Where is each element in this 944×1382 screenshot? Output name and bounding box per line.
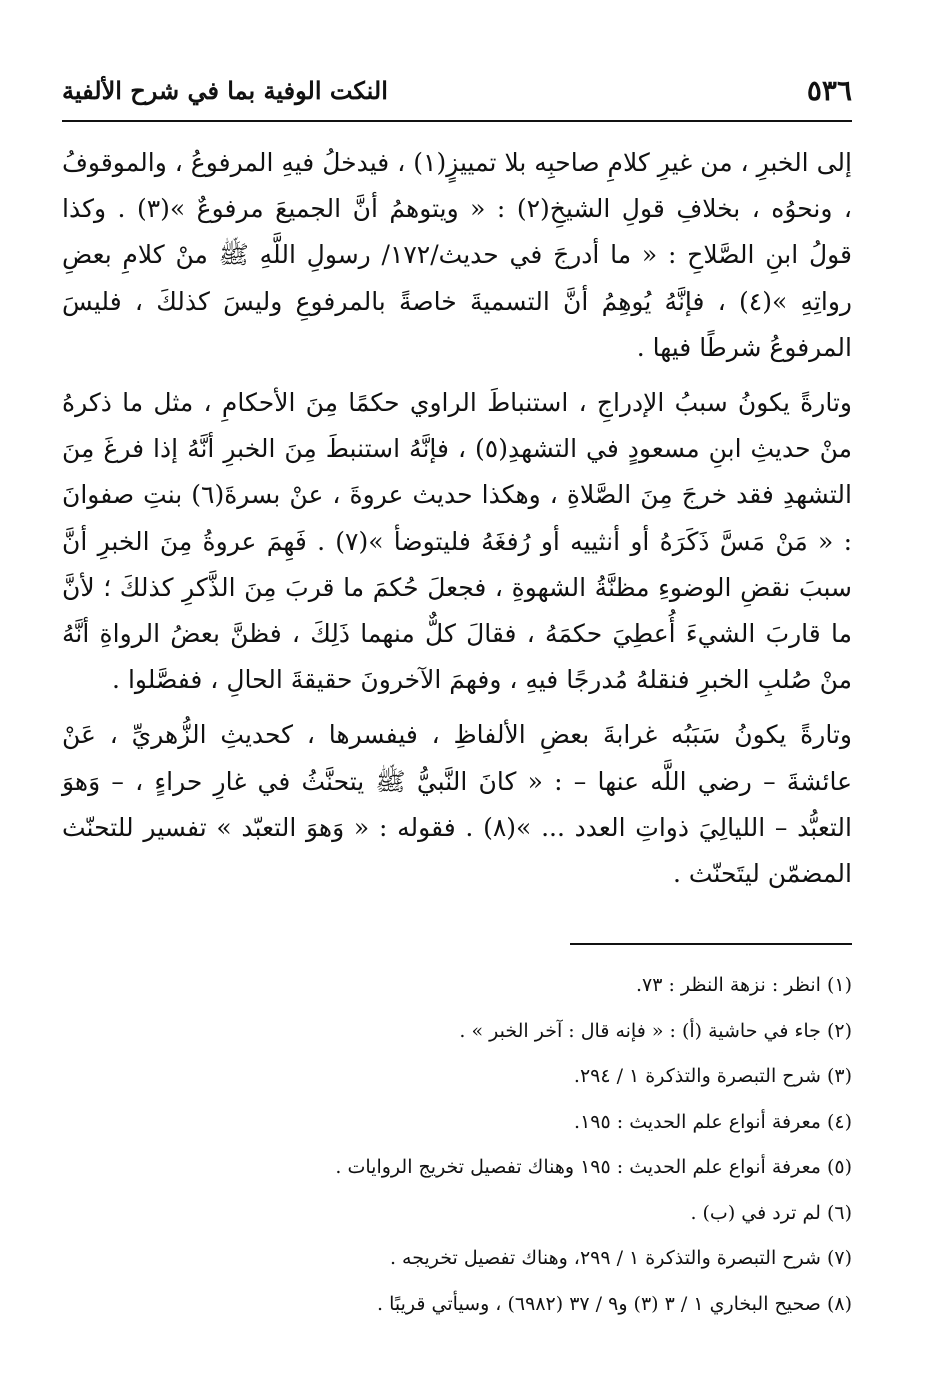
- footnote: [62, 1191, 852, 1237]
- footnote: [62, 1236, 852, 1282]
- footnote: [62, 1009, 852, 1055]
- footnote: [62, 1282, 852, 1328]
- footnote: [62, 1145, 852, 1191]
- footnote-number: (٣): [826, 1065, 852, 1087]
- footnote-text: معرفة أنواع علم الحديث : ١٩٥.: [574, 1110, 821, 1133]
- footnote: [62, 1054, 852, 1100]
- paragraph: وتارةً يكونُ سببُ الإدراجِ ، استنباطَ الراوي حكمًا مِنَ الأحكامِ ، مثل ما ذكرهُ منْ حديثِ ابنِ مسعودٍ في التشهدِ(٥) ، فإنَّهُ استنبطَ مِنَ الخبرِ أنَّهُ إذا فرغَ مِنَ التشهدِ فقد خرجَ مِنَ الصَّلاةِ ، وهكذا حديث عروةَ ، عنْ بسرةَ(٦) بنتِ صفوانَ : « مَنْ مَسَّ ذَكَرَهُ أو أنثييه أو رُفغَهُ فليتوضأ »(٧) . فَهِمَ عروةُ مِنَ الخبرِ أنَّ سببَ نقضِ الوضوءِ مظنَّةُ الشهوةِ ، فجعلَ حُكمَ ما قربَ مِنَ الذَّكرِ كذلكَ ؛ لأنَّ ما قاربَ الشيءَ أُعطِيَ حكمَهُ ، فقالَ كلٌّ منهما ذَلِكَ ، فظنَّ بعضُ الرواةِ أنَّهُ منْ صُلبِ الخبرِ فنقلهُ مُدرجًا فيهِ ، وفهمَ الآخرونَ حقيقةَ الحالِ ، ففصَّلوا .: [62, 388, 852, 695]
- paragraph: إلى الخبرِ ، من غيرِ كلامِ صاحبِه بلا تمييزٍ(١) ، فيدخلُ فيهِ المرفوعُ ، والموقوفُ ، ونحوُه ، بخلافِ قولِ الشيخِ(٢) : « ويتوهمُ أنَّ الجميعَ مرفوعٌ »(٣) . وكذا قولُ ابنِ الصَّلاحِ : « ما أدرجَ في حديث/١٧٢/ رسولِ اللَّهِ ﷺ منْ كلامِ بعضِ رواتِهِ »(٤) ، فإنَّهُ يُوهِمُ أنَّ التسميةَ خاصةً بالمرفوعِ وليسَ كذلكَ ، فليسَ المرفوعُ شرطًا فيها .: [62, 148, 852, 362]
- footnote-number: (٦): [826, 1201, 852, 1224]
- footnote-text: معرفة أنواع علم الحديث : ١٩٥ وهناك تفصيل تخريج الروايات .: [335, 1156, 821, 1178]
- footnotes: [62, 963, 852, 1327]
- footnote-number: (١): [826, 974, 852, 996]
- page-header: [62, 68, 852, 118]
- header-divider: [62, 120, 852, 122]
- footnote-text: انظر : نزهة النظر : ٧٣.: [635, 974, 821, 996]
- footnote-number: (٢): [826, 1019, 852, 1042]
- footnote-number: (٥): [826, 1156, 852, 1178]
- footnote-text: صحيح البخاري ١ / ٣ (٣) و٩ / ٣٧ (٦٩٨٢) ، وسيأتي قريبًا .: [377, 1292, 821, 1315]
- paragraph: وتارةً يكونُ سَبَبُه غرابةَ بعضِ الألفاظِ ، فيفسرها ، كحديثِ الزُّهريِّ ، عَنْ عائشةَ – رضي اللَّه عنها – : « كانَ النَّبيُّ ﷺ يتحنَّثُ في غارِ حراءٍ ، – وَهوَ التعبُّد – الليالِيَ ذواتِ العدد ... »(٨) . فقوله : « وَهوَ التعبّد » تفسير للتحنّث المضمّن ليتَحنّث .: [62, 720, 852, 889]
- footnote-number: (٤): [826, 1110, 852, 1133]
- footnote-text: شرح التبصرة والتذكرة ١ / ٢٩٩، وهناك تفصيل تخريجه .: [389, 1247, 821, 1269]
- footnote-divider: [570, 943, 852, 945]
- footnote: [62, 1100, 852, 1146]
- footnote: [62, 963, 852, 1009]
- page-number: ٥٣٦: [806, 74, 852, 107]
- footnote-text: لم ترد في (ب) .: [690, 1201, 821, 1224]
- footnote-text: شرح التبصرة والتذكرة ١ / ٢٩٤.: [573, 1065, 821, 1087]
- footnote-number: (٧): [826, 1247, 852, 1269]
- footnote-text: جاء في حاشية (أ) : « فإنه قال : آخر الخبر » .: [459, 1019, 821, 1042]
- footnote-number: (٨): [826, 1292, 852, 1315]
- running-title: النكت الوفية بما في شرح الألفية: [62, 76, 388, 105]
- main-text: [62, 140, 852, 897]
